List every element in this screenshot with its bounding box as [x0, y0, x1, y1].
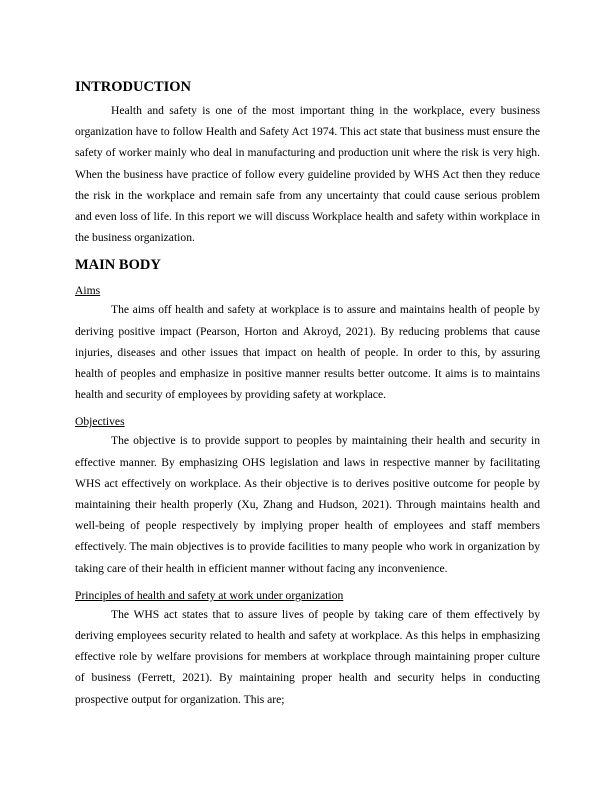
section-spacer: [75, 579, 540, 587]
section-spacer: [75, 405, 540, 413]
aims-paragraph: The aims off health and safety at workplace is to assure and maintains health of people by deriving positive impact (Pearson, Horton and Akroyd, 2021). By reducing problems that cause injuries, diseases and other issues that impact on health of people. In order to this, by assuring health of peoples and emphasize in positive manner results better outcome. It aims is to maintains health and security of employees by providing safety at workplace.: [75, 303, 540, 402]
aims-subheading: Aims: [75, 284, 101, 298]
main-body-heading: MAIN BODY: [75, 257, 161, 274]
principles-paragraph: The WHS act states that to assure lives of people by taking care of them effectively by deriving employees security related to health and safety at workplace. As this helps in emphasizing effective role by welfare provisions for members at workplace through maintaining proper culture of business (Ferrett, 2021). By maintaining proper health and security helps in conducting prospective output for organization. This are;: [75, 607, 540, 706]
principles-subheading: Principles of health and safety at work under organization: [75, 588, 344, 602]
introduction-paragraph: Health and safety is one of the most important thing in the workplace, every business organization have to follow Health and Safety Act 1974. This act state that business must ensure the safety of worker mainly who deal in manufacturing and production unit where the risk is very high. When the business have practice of follow every guideline provided by WHS Act then they reduce the risk in the workplace and remain safe from any uncertainty that could cause serious problem and even loss of life. In this report we will discuss Workplace health and safety within workplace in the business organization.: [75, 104, 540, 245]
objectives-subheading: Objectives: [75, 415, 125, 429]
introduction-heading: INTRODUCTION: [75, 79, 192, 95]
objectives-paragraph: The objective is to provide support to peoples by maintaining their health and security in effective manner. By emphasizing OHS legislation and laws in respective manner by facilitating WHS act effectively on workplace. As their objective is to derives positive outcome for people by maintaining their health properly (Xu, Zhang and Hudson, 2021). Through maintains health and well-being of people respectively by implying proper health of employees and staff members effectively. The main objectives is to provide facilities to many people who work in organization by taking care of their health in efficient manner without facing any inconvenience.: [75, 434, 540, 575]
